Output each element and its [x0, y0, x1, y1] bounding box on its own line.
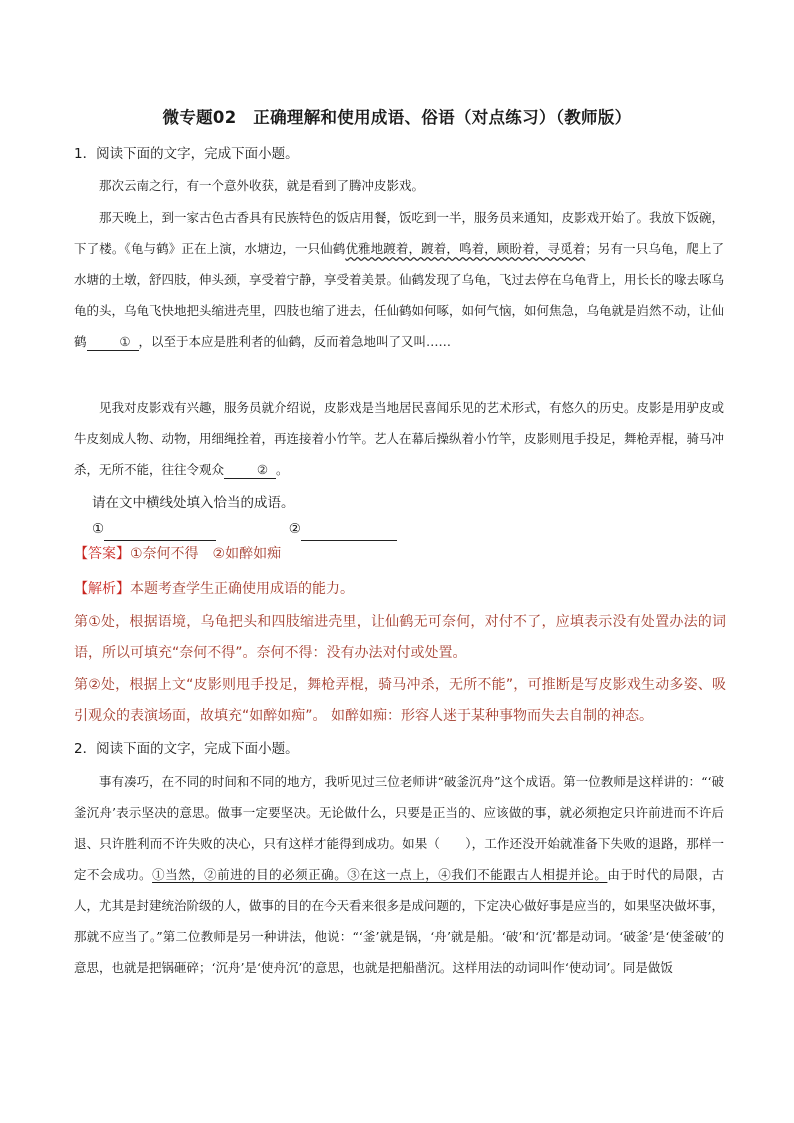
page-title: 微专题02 正确理解和使用成语、俗语（对点练习）（教师版） [162, 108, 632, 127]
fill-label-1: ① [92, 521, 105, 537]
q1-answer [74, 539, 726, 570]
q1-fill-lines [92, 518, 397, 541]
fill-line-1 [104, 518, 216, 541]
q1-paragraph-1: 那次云南之行，有一个意外收获，就是看到了腾冲皮影戏。 [99, 178, 425, 193]
q1-p2-text-c: ，以至于本应是胜利者的仙鹤，反而着急地叫了又叫…… [138, 334, 452, 349]
q1-p3-text-a: 见我对皮影戏有兴趣，服务员就介绍说，皮影戏是当地居民喜闻乐见的艺术形式，有悠久的历史。皮影是用驴皮或牛皮刻成人物、动物，用细绳拴着，再连接着小竹竿。艺人在幕后操纵着小竹竿，皮影则甩手投足，舞枪弄棍，骑马冲杀，无所不能，往往令观众 [74, 400, 725, 477]
question-1-stem: 1．阅读下面的文字，完成下面小题。 [74, 146, 299, 162]
q1-analysis-intro [74, 574, 726, 605]
q1-p3-text-b: 。 [276, 462, 289, 477]
q1-paragraph-3 [74, 392, 724, 485]
answer-text: ①奈何不得 ②如醉如痴 [130, 546, 282, 562]
analysis-intro-text: 本题考查学生正确使用成语的能力。 [130, 581, 354, 597]
q1-blank-2: ② [224, 462, 276, 479]
question-2-stem: 2．阅读下面的文字，完成下面小题。 [74, 741, 299, 757]
q2-p1-underlined: ①当然，②前进的目的必须正确。③在这一点上，④我们不能跟古人相提并论。 [152, 867, 608, 882]
q2-p1-text-b: 由于时代的局限，古人，尤其是封建统治阶级的人，做事的目的在今天看来很多是成问题的，下定决心做好事是应当的，如果坚决做坏事，那就不应当了。”第二位教师是另一种讲法，他说：“‘釜’就是锅，‘舟’就是船。‘破’和‘沉’都是动词。‘破釜’是‘使釜破’的意思，也就是把锅砸碎；‘沉舟’是‘使舟沉’的意思，也就是把船凿沉。这样用法的动词叫作‘使动词’。同是做饭 [74, 867, 725, 975]
fill-line-2 [301, 518, 397, 541]
q1-blank-1: ① [87, 334, 139, 351]
analysis-tag: 【解析】 [74, 581, 130, 597]
answer-tag: 【答案】 [74, 546, 130, 562]
q1-analysis-1: 第①处，根据语境，乌龟把头和四肢缩进壳里，让仙鹤无可奈何，对付不了，应填表示没有处置办法的词语，所以可填充“奈何不得”。奈何不得：没有办法对付或处置。 [74, 614, 726, 661]
fill-label-2: ② [288, 521, 301, 537]
q1-p2-text-b: ；另有一只乌龟，爬上了水塘的土墩，舒四肢，伸头颈，享受着宁静，享受着美景。仙鹤发现了乌龟，飞过去停在乌龟背上，用长长的喙去啄乌龟的头，乌龟飞快地把头缩进壳里，四肢也缩了进去，任仙鹤如何啄，如何气恼，如何焦急，乌龟就是岿然不动，让仙鹤 [74, 241, 725, 349]
q1-analysis-2: 第②处，根据上文“皮影则甩手投足，舞枪弄棍，骑马冲杀，无所不能”，可推断是写皮影戏生动多姿、吸引观众的表演场面，故填充“如醉如痴”。 如醉如痴：形容人迷于某种事物而失去自制的神态。 [74, 677, 726, 724]
q2-p1-text-a: 事有凑巧，在不同的时间和不同的地方，我听见过三位老师讲“破釜沉舟”这个成语。第一位教师是这样讲的：“‘破釜沉舟’表示坚决的意思。做事一定要坚决。无论做什么，只要是正当的、应该做的事，就必须抱定只许前进而不许后退、只许胜利而不许失败的决心，只有这样才能得到成功。如果（ ），工作还没开始就准备下失败的退路，那样一定不会成功。 [74, 774, 724, 882]
q1-p2-wavy-underline: 优雅地踱着，踱着，鸣着，顾盼着，寻觅着 [345, 241, 586, 256]
q1-instruction: 请在文中横线处填入恰当的成语。 [92, 495, 295, 511]
q1-paragraph-2 [74, 202, 724, 357]
q2-paragraph-1 [74, 766, 724, 983]
q1-p2-text-a: 那天晚上，到一家古色古香具有民族特色的饭店用餐，饭吃到一半，服务员来通知，皮影戏开始了。我放下饭碗，下了楼。《龟与鹤》正在上演，水塘边，一只仙鹤 [74, 210, 725, 256]
